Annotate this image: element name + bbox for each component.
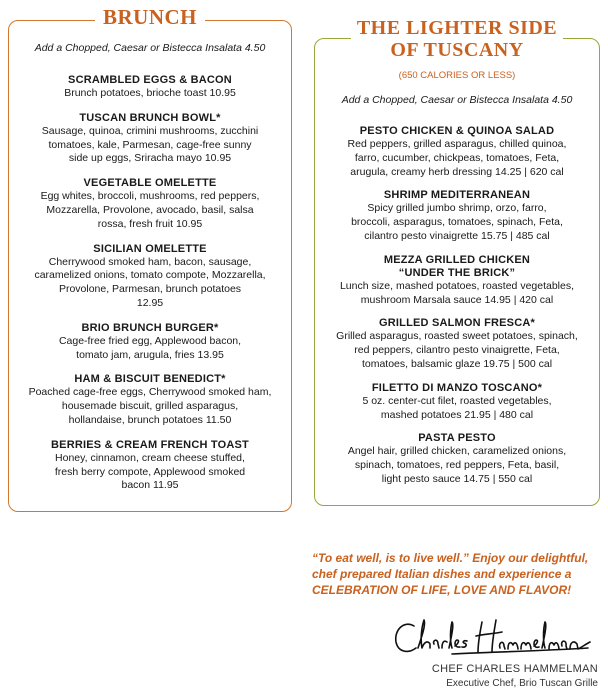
lighter-addon-note: Add a Chopped, Caesar or Bistecca Insalata 4.50 [341,94,573,106]
menu-item-description: Cherrywood smoked ham, bacon, sausage, caramelized onions, tomato compote, Mozzarella, Provolone, Parmesan, brunch potatoes 12.95 [34,255,266,309]
menu-item-name: GRILLED SALMON FRESCA* [379,317,535,330]
lighter-item-list [321,125,593,497]
menu-item-name: PASTA PESTO [418,432,496,445]
menu-item [15,74,285,101]
menu-item-name: TUSCAN BRUNCH BOWL* [79,111,221,124]
menu-item-name: PESTO CHICKEN & QUINOA SALAD [359,125,555,137]
menu-item [321,125,593,179]
menu-item-name: VEGETABLE OMELETTE [83,177,217,190]
menu-item [15,112,285,166]
menu-item-name: BRIO BRUNCH BURGER* [81,321,219,334]
brunch-heading [9,4,291,31]
menu-item-description: Egg whites, broccoli, mushrooms, red peppers, Mozzarella, Provolone, avocado, basil, salsa rossa, fresh fruit 10.95 [40,190,260,230]
menu-item-description: Spicy grilled jumbo shrimp, orzo, farro, broccoli, asparagus, tomatoes, spinach, Feta, cilantro pesto vinaigrette 15.75 | 485 cal [351,202,563,242]
menu-item [15,373,285,427]
menu-item-name: MEZZA GRILLED CHICKEN “UNDER THE BRICK” [383,253,531,279]
menu-item [15,322,285,363]
menu-item-description: Sausage, quinoa, crimini mushrooms, zucchini tomatoes, kale, Parmesan, cage-free sunny side up eggs, Sriracha mayo 10.95 [41,124,259,165]
chef-title: Executive Chef, Brio Tuscan Grille [446,678,598,689]
chef-quote: “To eat well, is to live well.” Enjoy our delightful, chef prepared Italian dishes and experience a CELEBRATION OF LIFE, LOVE AND FLAVOR! [312,551,589,597]
menu-item-description: Cage-free fried egg, Applewood bacon, tomato jam, arugula, fries 13.95 [58,334,242,361]
brunch-menu-panel [8,5,292,512]
menu-item-description: Red peppers, grilled asparagus, chilled quinoa, farro, cucumber, chickpeas, tomatoes, Feta, arugula, creamy herb dressing 14.25 | 620 cal [347,138,567,178]
menu-item [321,382,593,423]
menu-item-name: SCRAMBLED EGGS & BACON [68,74,232,86]
lighter-side-heading-line2: OF TUSCANY [384,39,529,61]
menu-item-name: FILETTO DI MANZO TOSCANO* [371,381,543,394]
chef-signature [392,614,592,660]
menu-item [15,243,285,311]
menu-item [321,189,593,243]
menu-item [15,177,285,231]
menu-item-description: 5 oz. center-cut filet, roasted vegetables, mashed potatoes 21.95 | 480 cal [362,394,552,421]
menu-item [321,317,593,371]
menu-item-name: BERRIES & CREAM FRENCH TOAST [51,438,249,451]
lighter-side-heading [315,17,599,61]
menu-item-description: Brunch potatoes, brioche toast 10.95 [64,87,236,99]
menu-item [321,432,593,486]
brunch-heading-text: BRUNCH [95,5,205,29]
menu-item-name: HAM & BISCUIT BENEDICT* [74,373,226,386]
brunch-addon-note: Add a Chopped, Caesar or Bistecca Insalata 4.50 [34,42,266,54]
chef-name: CHEF CHARLES HAMMELMAN [431,663,598,675]
menu-item-description: Grilled asparagus, roasted sweet potatoes, spinach, red peppers, cilantro pesto vinaigrette, Feta, tomatoes, balsamic glaze 19.75 | 500 cal [336,330,578,370]
menu-item [321,254,593,308]
menu-item-name: SICILIAN OMELETTE [93,242,207,255]
lighter-side-heading-line1: THE LIGHTER SIDE [351,17,563,39]
menu-item-description: Lunch size, mashed potatoes, roasted vegetables, mushroom Marsala sauce 14.95 | 420 cal [339,279,575,306]
menu-item-description: Poached cage-free eggs, Cherrywood smoked ham, housemade biscuit, grilled asparagus, hollandaise, brunch potatoes 11.50 [28,386,272,426]
menu-item-description: Honey, cinnamon, cream cheese stuffed, fresh berry compote, Applewood smoked bacon 11.95 [54,451,246,492]
brunch-item-list [15,74,285,504]
menu-item [15,439,285,493]
menu-item-name: SHRIMP MEDITERRANEAN [383,189,531,202]
lighter-side-menu-panel [314,17,600,506]
menu-item-description: Angel hair, grilled chicken, caramelized onions, spinach, tomatoes, red peppers, Feta, basil, light pesto sauce 14.75 | 550 cal [347,445,567,485]
calorie-note: (650 CALORIES OR LESS) [398,70,516,81]
